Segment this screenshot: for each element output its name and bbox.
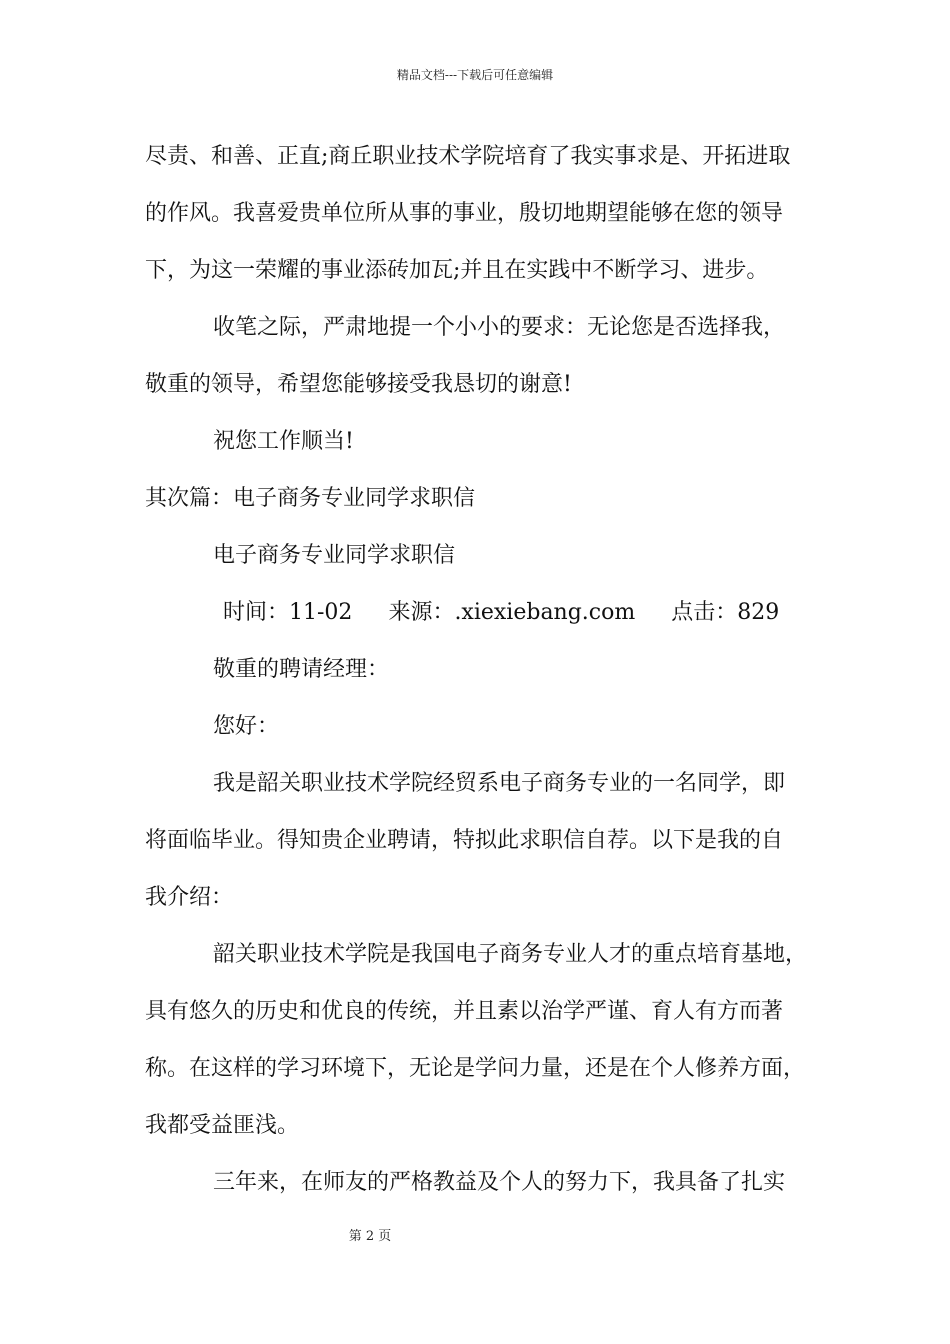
- document-body: [145, 128, 835, 1211]
- closing-wish: 祝您工作顺当!: [213, 429, 354, 454]
- page-header: 精品文档---下载后可任意编辑: [396, 68, 554, 82]
- paragraph-line: 称。在这样的学习环境下，无论是学问力量，还是在个人修养方面，: [145, 1056, 806, 1081]
- meta-source: 来源：.xiexiebang.com: [388, 600, 636, 625]
- paragraph-line: 敬重的领导，希望您能够接受我恳切的谢意!: [145, 372, 572, 397]
- paragraph-line: 韶关职业技术学院是我国电子商务专业人才的重点培育基地，: [213, 942, 808, 967]
- paragraph-line: 收笔之际，严肃地提一个小小的要求：无论您是否选择我，: [213, 315, 786, 340]
- paragraph-line: 我都受益匪浅。: [145, 1113, 300, 1138]
- section-heading: 其次篇：电子商务专业同学求职信: [145, 486, 476, 511]
- article-meta: [145, 584, 835, 641]
- paragraph-line: 的作风。我喜爱贵单位所从事的事业，殷切地期望能够在您的领导: [145, 201, 784, 226]
- letter-title: 电子商务专业同学求职信: [213, 543, 456, 568]
- meta-clicks: 点击：829: [671, 600, 780, 625]
- paragraph-line: 下，为这一荣耀的事业添砖加瓦;并且在实践中不断学习、进步。: [145, 258, 769, 283]
- greeting: 您好：: [213, 714, 280, 739]
- paragraph-line: 三年来，在师友的严格教益及个人的努力下，我具备了扎实: [213, 1170, 786, 1195]
- page-number: 第 2 页: [348, 1229, 392, 1244]
- paragraph-line: 将面临毕业。得知贵企业聘请，特拟此求职信自荐。以下是我的自: [145, 828, 784, 853]
- meta-time: 时间：11-02: [223, 600, 353, 625]
- paragraph-line: 我介绍：: [145, 885, 234, 910]
- paragraph-line: 我是韶关职业技术学院经贸系电子商务专业的一名同学，即: [213, 771, 786, 796]
- paragraph-line: 尽责、和善、正直;商丘职业技术学院培育了我实事求是、开拓进取: [145, 144, 791, 169]
- paragraph-line: 具有悠久的历史和优良的传统，并且素以治学严谨、育人有方而著: [145, 999, 784, 1024]
- salutation: 敬重的聘请经理：: [213, 657, 390, 682]
